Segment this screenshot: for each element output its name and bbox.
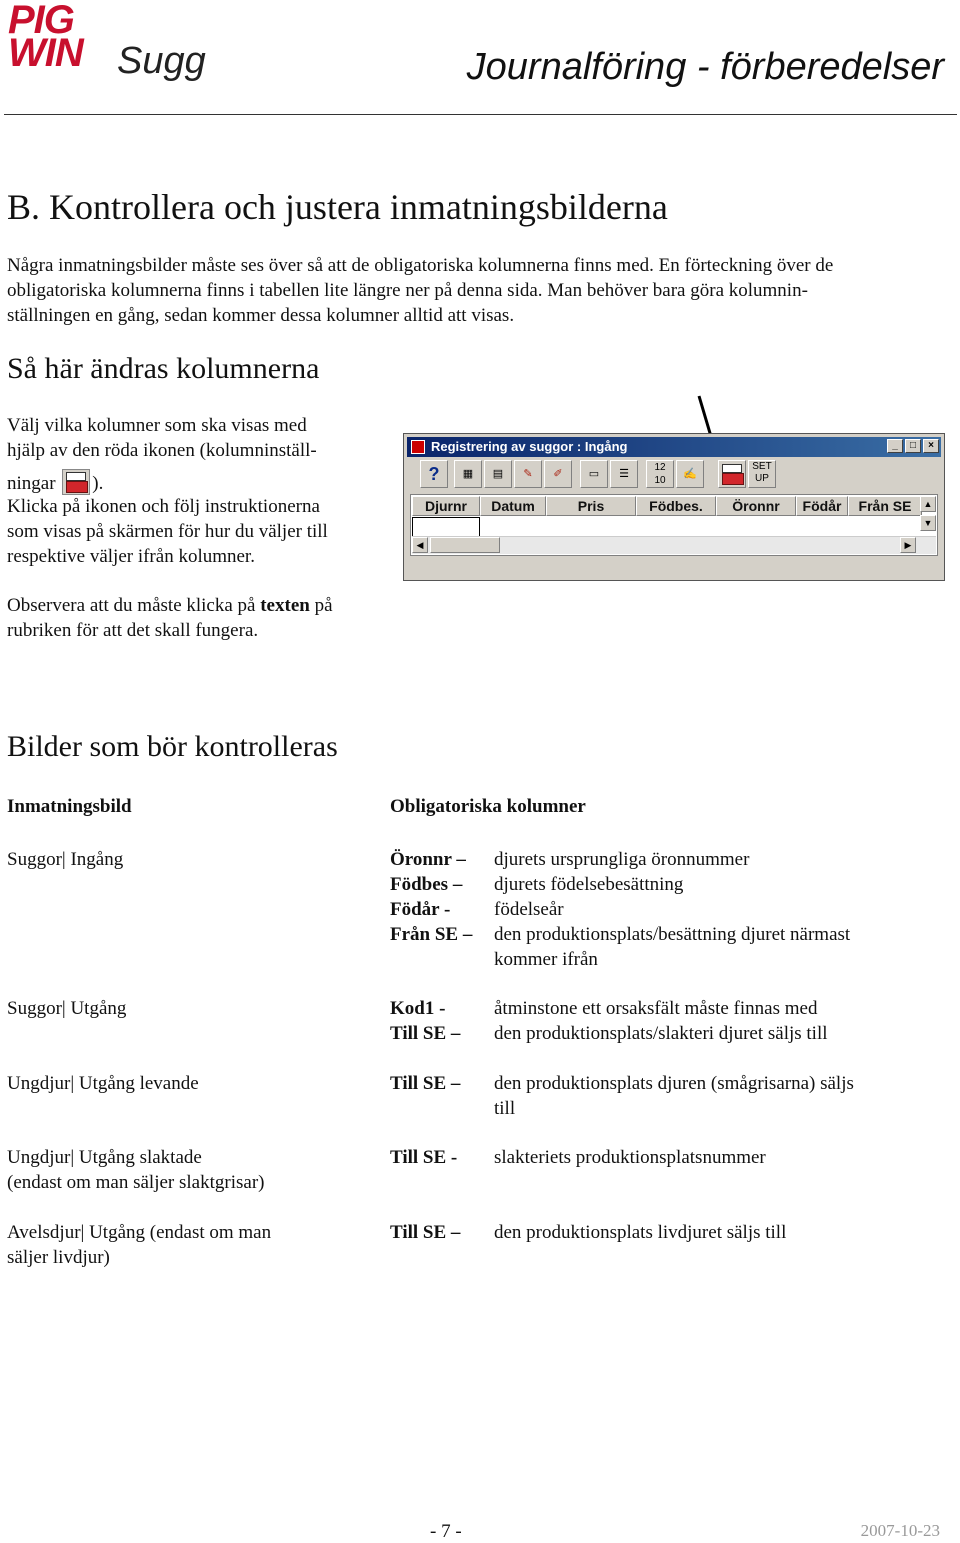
note-bold: texten [260,595,310,616]
window-titlebar [407,437,941,457]
howto-heading: Så här ändras kolumnerna [7,352,320,385]
column-header[interactable]: Födår [796,496,848,516]
required-column: Kod1 - [390,998,446,1019]
scroll-thumb[interactable] [430,537,500,553]
list-icon[interactable]: ☰ [610,460,638,488]
document-title: Journalföring - förberedelser [466,46,944,88]
window-app-icon [411,440,425,454]
column-header[interactable]: Pris [546,496,636,516]
registration-window [403,433,945,581]
close-icon[interactable]: × [923,439,939,453]
howto-line-3 [7,469,103,496]
setup-icon[interactable]: SET UP [748,460,776,488]
column-settings-icon[interactable] [718,460,746,488]
column-description: den produktionsplats djuren (smågrisarna) säljs [494,1073,854,1094]
column-description: åtminstone ett orsaksfält måste finnas med [494,998,818,1019]
column-header[interactable]: Öronnr [716,496,796,516]
required-column: Födbes – [390,874,463,895]
table-row-bild: Ungdjur| Utgång slaktade [7,1147,202,1168]
horizontal-scrollbar[interactable] [412,536,936,554]
logo [8,0,83,75]
note-post: på [309,595,333,616]
column-description: den produktionsplats/slakteri djuret säljs till [494,1023,828,1044]
column-settings-icon [62,469,90,495]
required-column: Till SE – [390,1073,461,1094]
scroll-right-icon[interactable]: ▶ [900,537,916,553]
required-column: Från SE – [390,924,473,945]
howto-line-2: hjälp av den röda ikonen (kolumninställ- [7,440,317,461]
required-column: Till SE – [390,1023,461,1044]
minimize-icon[interactable]: _ [887,439,903,453]
page-number: - 7 - [430,1521,462,1542]
column-description: djurets ursprungliga öronnummer [494,849,750,870]
table-row-bild: (endast om man säljer slaktgrisar) [7,1172,265,1193]
data-grid [410,494,938,556]
col2-header: Obligatoriska kolumner [390,796,586,817]
note-line-2: rubriken för att det skall fungera. [7,620,259,641]
date-icon[interactable]: 12 10 [646,460,674,488]
help-icon[interactable]: ? [420,460,448,488]
section-heading: B. Kontrollera och justera inmatningsbilderna [7,187,668,227]
footer-date: 2007-10-23 [860,1521,940,1540]
column-header[interactable]: Födbes. [636,496,716,516]
howto-line-3a: ningar [7,473,56,494]
required-column: Födår - [390,899,451,920]
print-icon[interactable]: ▭ [580,460,608,488]
window-title: Registrering av suggor : Ingång [431,439,628,454]
column-description: födelseår [494,899,564,920]
logo-sub: Sugg [117,40,206,82]
required-column: Öronnr – [390,849,466,870]
table-row-bild: Suggor| Utgång [7,998,127,1019]
col1-header: Inmatningsbild [7,796,132,817]
column-header[interactable]: Datum [480,496,546,516]
column-description: kommer ifrån [494,949,598,970]
active-cell[interactable] [412,517,480,537]
column-description: slakteriets produktionsplatsnummer [494,1147,766,1168]
maximize-icon[interactable]: □ [905,439,921,453]
pencil-icon[interactable]: ✎ [514,460,542,488]
scroll-down-icon[interactable]: ▼ [920,515,936,531]
note-line-1 [7,593,333,618]
howto-line-3b: ). [92,473,104,494]
intro-line-2: obligatoriska kolumnerna finns i tabellen lite längre ner på denna sida. Man behöver bara göra kolumnin- [7,280,808,301]
table-heading: Bilder som bör kontrolleras [7,730,338,763]
header-divider [4,114,957,115]
howto-line-1: Välj vilka kolumner som ska visas med [7,415,307,436]
table-row-bild: säljer livdjur) [7,1247,110,1268]
column-description: djurets födelsebesättning [494,874,684,895]
howto-line-5: som visas på skärmen för hur du väljer till [7,521,328,542]
column-description: till [494,1098,516,1119]
scroll-left-icon[interactable]: ◀ [412,537,428,553]
scroll-up-icon[interactable]: ▲ [920,496,936,512]
calendar-icon[interactable]: ▤ [484,460,512,488]
intro-line-1: Några inmatningsbilder måste ses över så att de obligatoriska kolumnerna finns med. En förteckning över de [7,255,834,276]
table-row-bild: Suggor| Ingång [7,849,124,870]
column-description: den produktionsplats/besättning djuret närmast [494,924,851,945]
howto-line-6: respektive väljer ifrån kolumner. [7,546,255,567]
required-column: Till SE - [390,1147,458,1168]
required-column: Till SE – [390,1222,461,1243]
table-row-bild: Ungdjur| Utgång levande [7,1073,199,1094]
logo-line1: PIG [8,0,74,42]
note-pre: Observera att du måste klicka på [7,595,261,616]
column-header[interactable]: Från SE [848,496,922,516]
eraser-icon[interactable]: ✐ [544,460,572,488]
column-header[interactable]: Djurnr [412,496,480,516]
edit-grid-icon[interactable]: ▦ [454,460,482,488]
column-description: den produktionsplats livdjuret säljs till [494,1222,787,1243]
intro-line-3: ställningen en gång, sedan kommer dessa kolumner alltid att visas. [7,305,515,326]
table-row-bild: Avelsdjur| Utgång (endast om man [7,1222,272,1243]
logo-line2: WIN [8,31,83,75]
window-toolbar [412,460,936,490]
howto-line-4: Klicka på ikonen och följ instruktionerna [7,496,320,517]
tools-icon[interactable]: ✍ [676,460,704,488]
